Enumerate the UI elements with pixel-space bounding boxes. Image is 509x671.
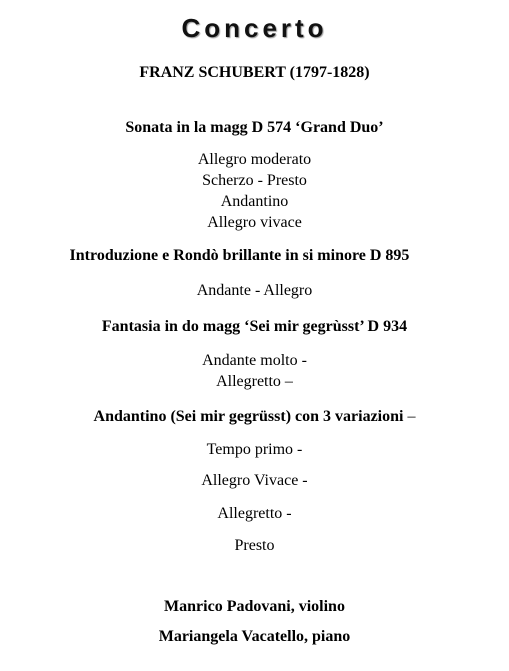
movement-allegro-vivace: Allegro vivace [207, 214, 302, 231]
movement-allegro-vivace-2: Allegro Vivace - [201, 472, 308, 489]
composer-heading: FRANZ SCHUBERT (1797-1828) [139, 64, 370, 81]
movement-andante-molto: Andante molto - [202, 352, 307, 369]
movement-andantino: Andantino [220, 193, 289, 210]
work-title-grand-duo: Sonata in la magg D 574 ‘Grand Duo’ [125, 119, 384, 136]
work-title-variazioni-dash: – [403, 408, 416, 425]
performer-violin: Manrico Padovani, violino [164, 598, 345, 615]
work-title-rondo-brillante: Introduzione e Rondò brillante in si minore D 895 [69, 247, 410, 264]
performer-piano: Mariangela Vacatello, piano [158, 628, 351, 645]
movement-presto: Presto [234, 537, 275, 554]
page-title: Concerto [181, 13, 328, 43]
movement-tempo-primo: Tempo primo - [206, 441, 303, 458]
work-title-fantasia: Fantasia in do magg ‘Sei mir gegrùsst’ D 934 [101, 318, 408, 335]
movement-scherzo-presto: Scherzo - Presto [202, 172, 307, 189]
movement-andante-allegro: Andante - Allegro [196, 282, 313, 299]
work-title-variazioni: Andantino (Sei mir gegrüsst) con 3 variazioni [93, 408, 404, 425]
movement-allegretto-2: Allegretto - [217, 505, 292, 522]
movement-allegro-moderato: Allegro moderato [197, 151, 312, 168]
work-title-variazioni-line [0, 407, 509, 427]
movement-allegretto: Allegretto – [216, 373, 293, 390]
